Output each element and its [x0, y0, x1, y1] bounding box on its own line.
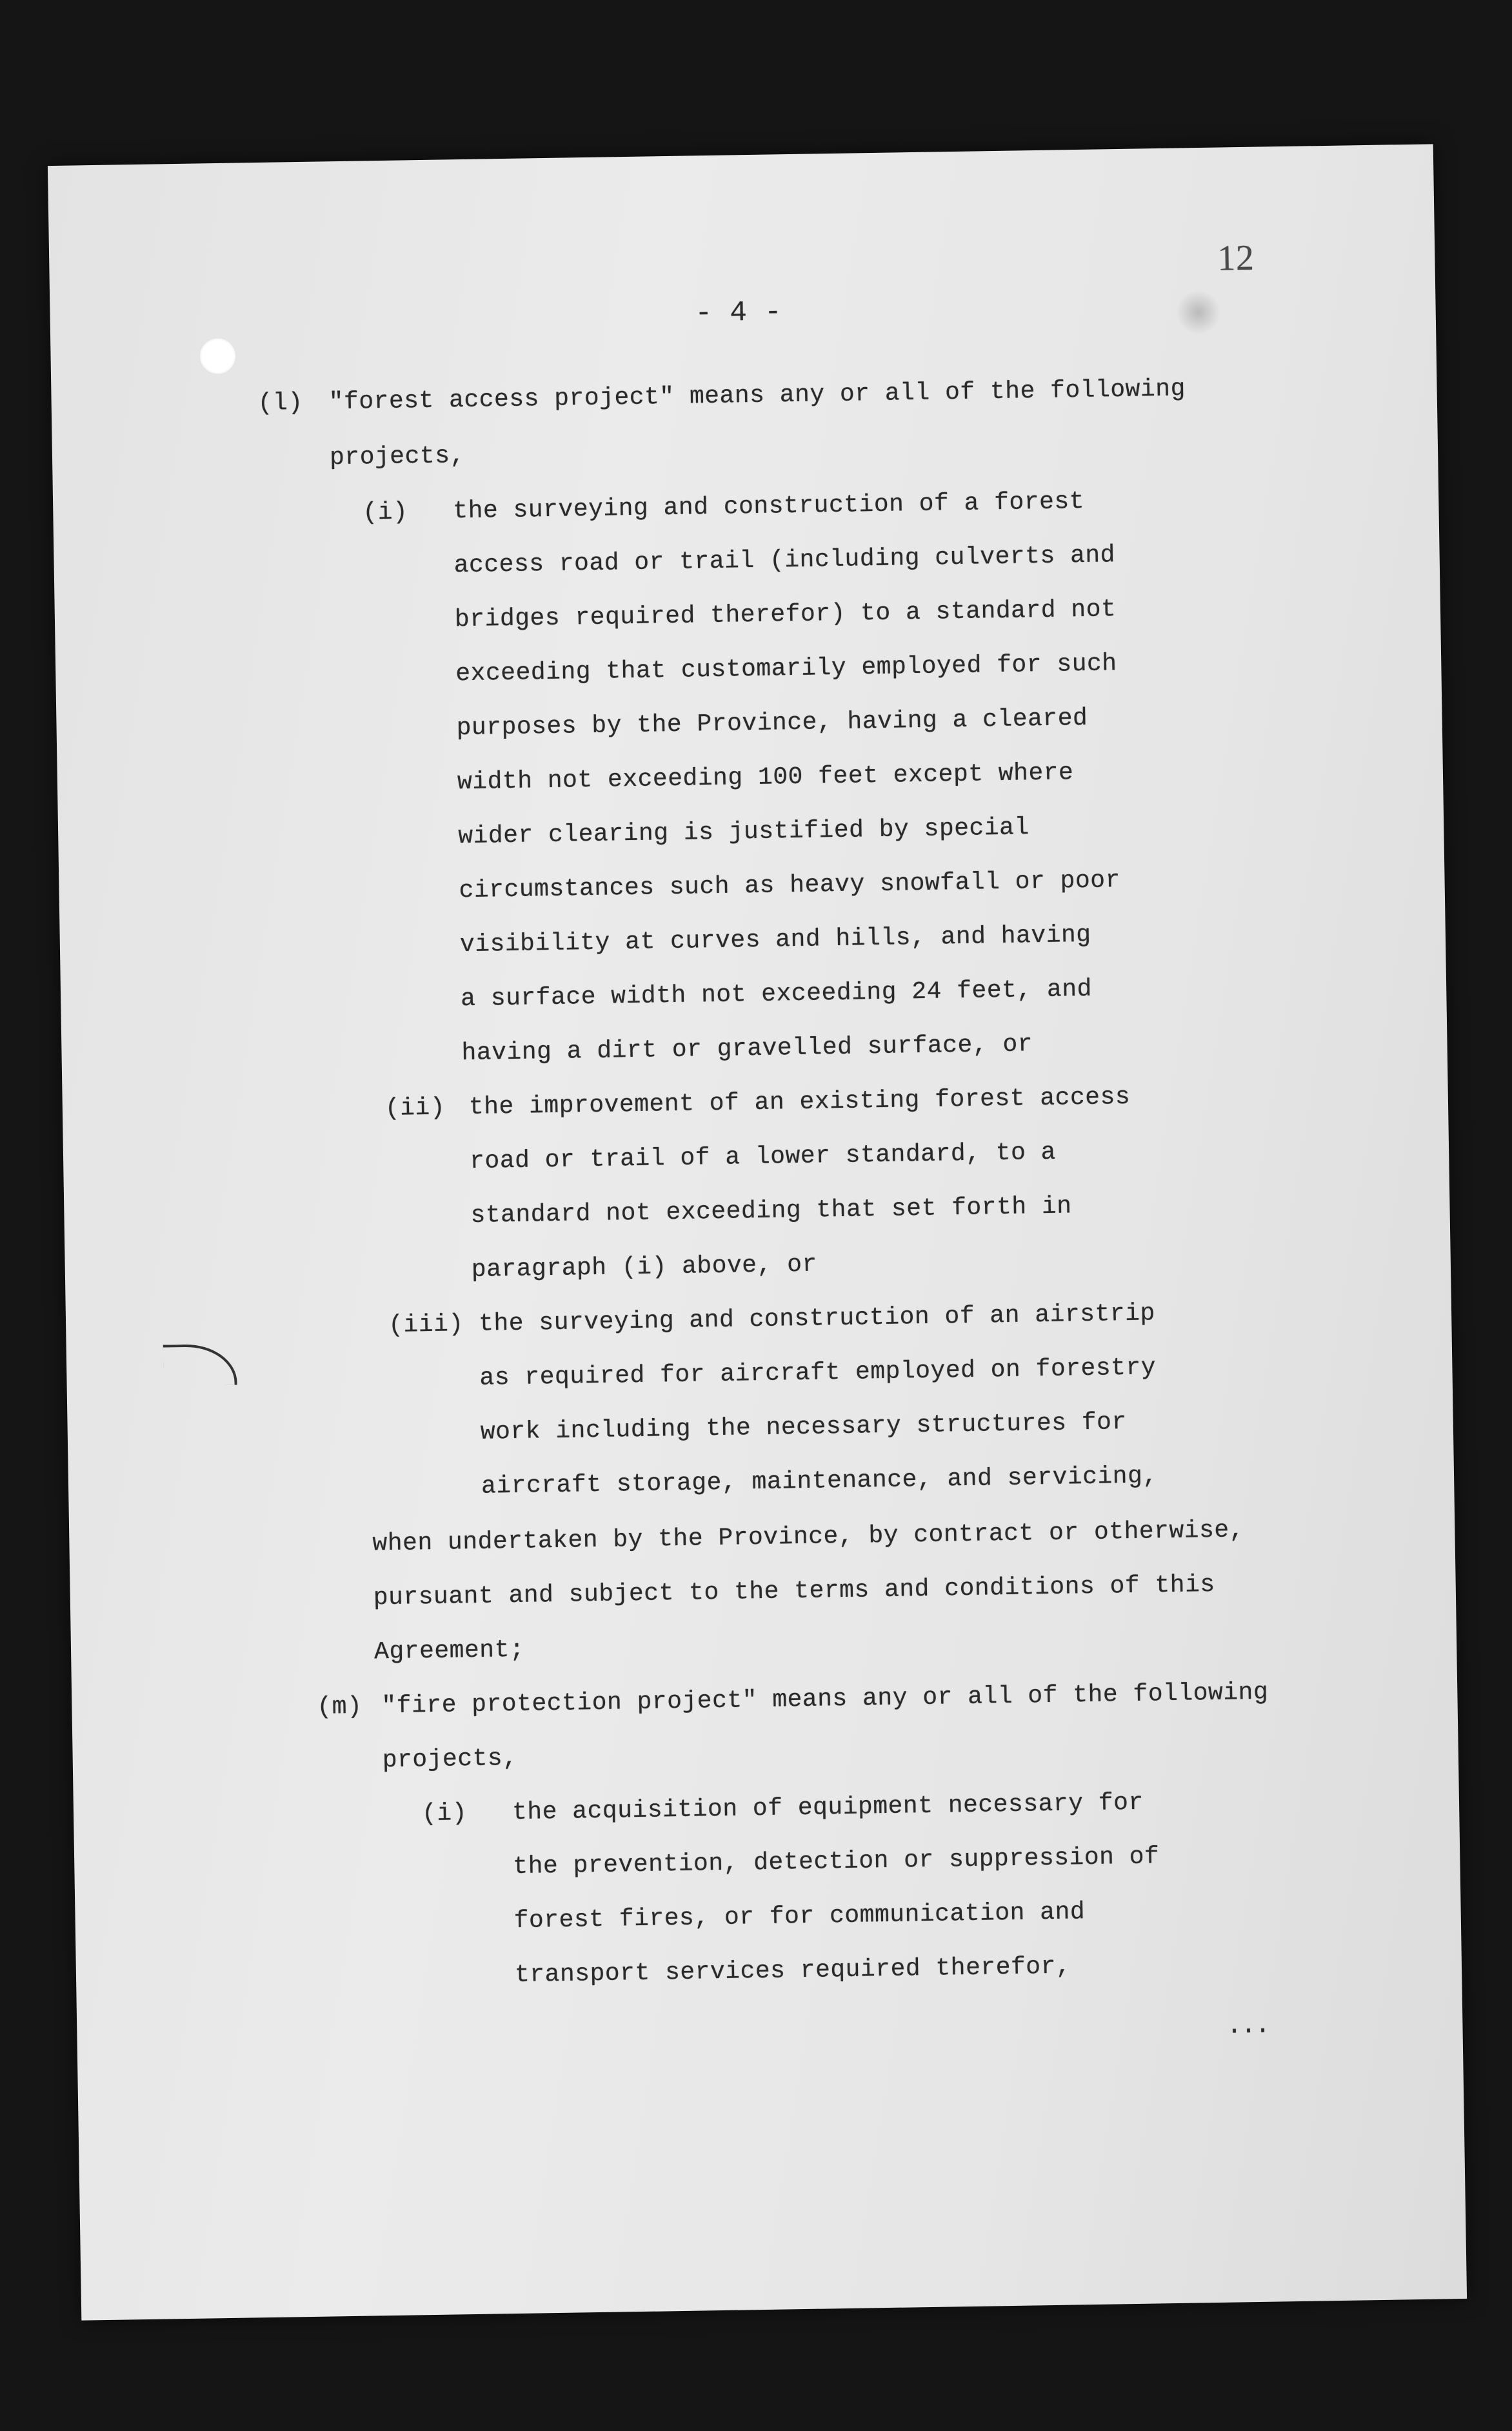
item-line: forest fires, or for communication and — [513, 1898, 1086, 1936]
clause-line: "fire protection project" means any or all of the following — [381, 1678, 1269, 1721]
item-line: road or trail of a lower standard, to a — [469, 1138, 1057, 1175]
item-line: transport services required therefor, — [514, 1952, 1071, 1990]
clause-line: projects, — [382, 1744, 518, 1775]
item-line: having a dirt or gravelled surface, or — [461, 1030, 1033, 1068]
item-line: purposes by the Province, having a cleared — [456, 704, 1088, 743]
continuation-dots: ... — [1226, 2011, 1269, 2041]
margin-pencil-mark — [163, 1344, 237, 1386]
item-line: the surveying and construction of an airstrip — [478, 1299, 1156, 1338]
document-page — [48, 144, 1467, 2320]
page-number: 12 — [1217, 237, 1255, 279]
item-line: bridges required therefor) to a standard not — [454, 595, 1117, 634]
clause-line: projects, — [329, 441, 466, 472]
item-line: aircraft storage, maintenance, and servicing, — [481, 1462, 1159, 1501]
closing-line: when undertaken by the Province, by contract or otherwise, — [372, 1516, 1245, 1558]
item-marker: (ii) — [384, 1094, 446, 1123]
item-line: the improvement of an existing forest access — [468, 1083, 1131, 1121]
item-line: exceeding that customarily employed for such — [455, 650, 1117, 688]
item-line: as required for aircraft employed on forestry — [479, 1354, 1157, 1392]
item-line: wider clearing is justified by special — [457, 814, 1030, 851]
page-header: - 4 - — [695, 296, 782, 330]
item-line: the prevention, detection or suppression of — [513, 1843, 1160, 1881]
closing-line: Agreement; — [373, 1636, 525, 1666]
item-line: the surveying and construction of a forest — [453, 487, 1085, 526]
item-line: circumstances such as heavy snowfall or poor — [459, 866, 1121, 905]
punch-hole — [199, 337, 237, 375]
item-marker: (i) — [363, 498, 408, 527]
item-line: the acquisition of equipment necessary for — [512, 1788, 1144, 1827]
clause-marker: (l) — [257, 388, 303, 418]
clause-marker: (m) — [317, 1692, 363, 1721]
item-line: standard not exceeding that set forth in — [470, 1192, 1072, 1230]
item-line: a surface width not exceeding 24 feet, and — [460, 975, 1093, 1014]
item-marker: (iii) — [388, 1310, 464, 1339]
ink-smudge — [1175, 290, 1221, 335]
closing-line: pursuant and subject to the terms and conditions of this — [373, 1570, 1216, 1612]
clause-line: "forest access project" means any or all of the following — [328, 375, 1186, 417]
item-line: work including the necessary structures for — [480, 1408, 1128, 1446]
item-line: access road or trail (including culverts and — [453, 541, 1116, 580]
item-line: width not exceeding 100 feet except where — [457, 759, 1074, 797]
item-line: paragraph (i) above, or — [471, 1250, 818, 1284]
item-line: visibility at curves and hills, and having — [459, 921, 1091, 959]
item-marker: (i) — [421, 1799, 468, 1828]
